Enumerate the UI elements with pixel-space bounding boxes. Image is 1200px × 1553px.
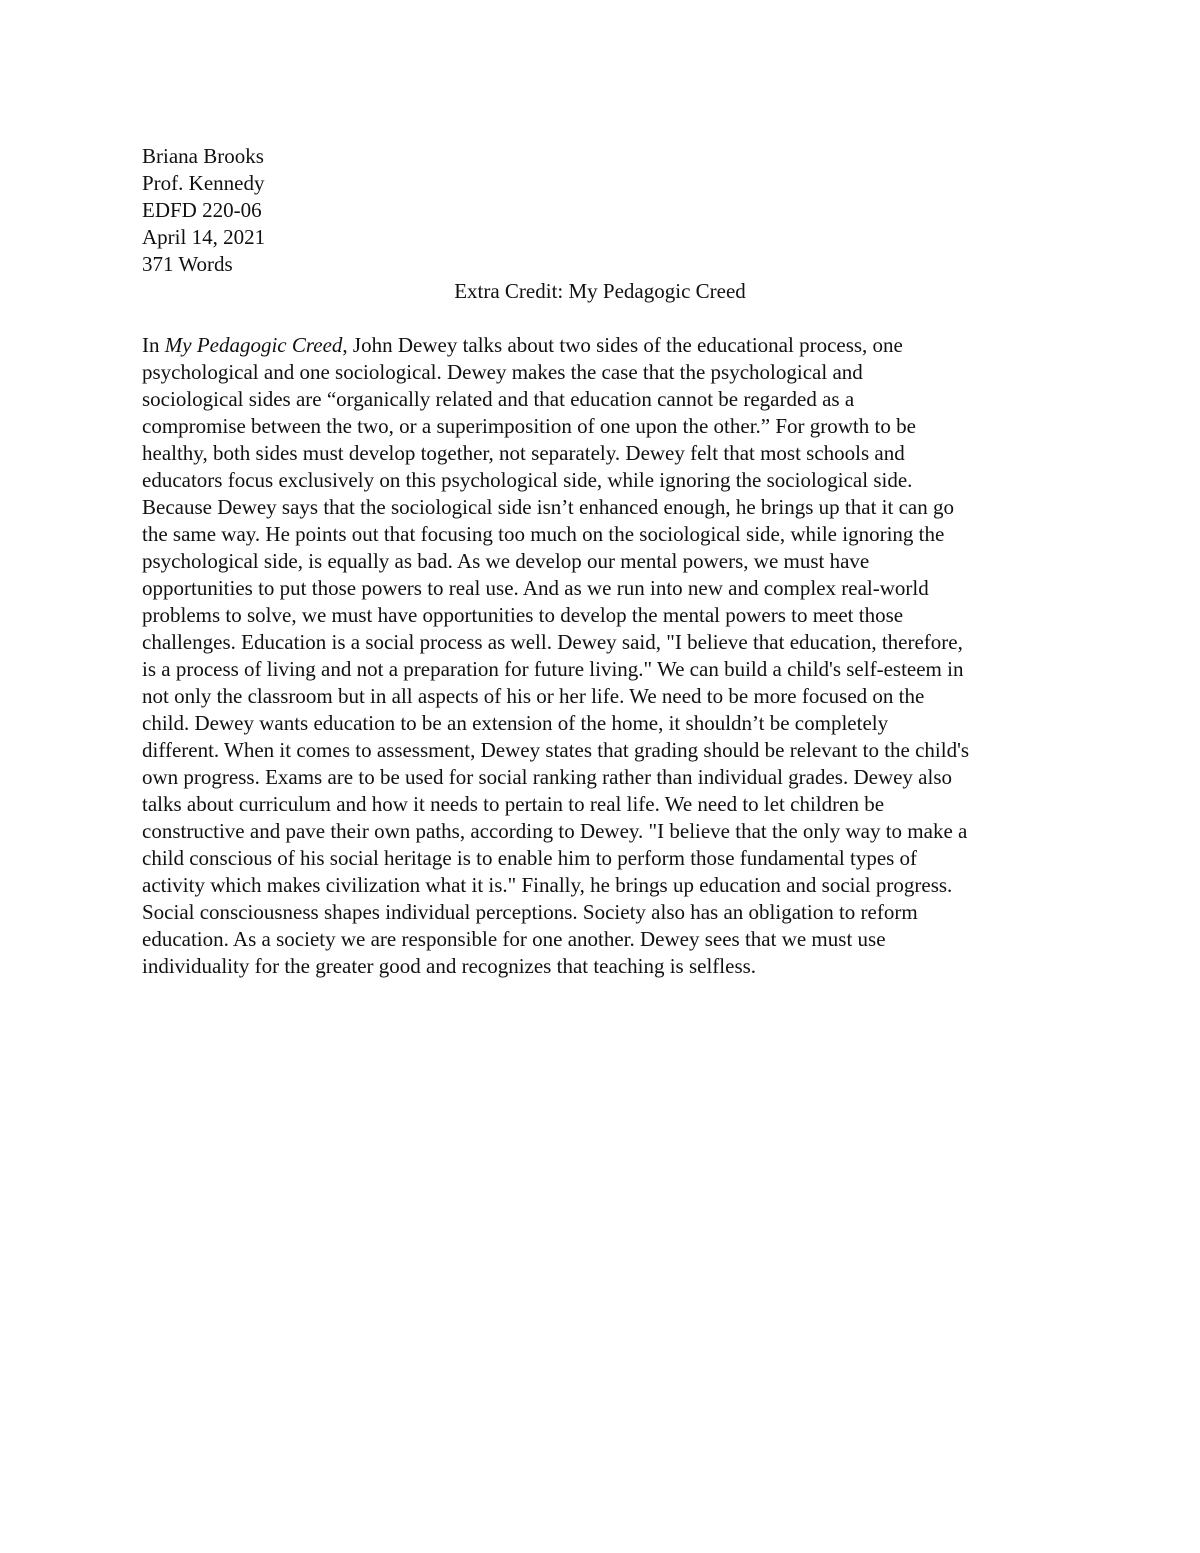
essay-line: Because Dewey says that the sociological side isn’t enhanced enough, he brings up that it can go bbox=[142, 495, 954, 519]
book-title-italic: My Pedagogic Creed bbox=[164, 333, 343, 357]
essay-line: compromise between the two, or a superimposition of one upon the other.” For growth to be bbox=[142, 414, 916, 438]
essay-line: challenges. Education is a social process as well. Dewey said, "I believe that education, therefore, bbox=[142, 630, 963, 654]
essay-body bbox=[142, 332, 1062, 980]
document-date: April 14, 2021 bbox=[142, 225, 266, 249]
document-title: Extra Credit: My Pedagogic Creed bbox=[454, 279, 746, 303]
course-code: EDFD 220-06 bbox=[142, 198, 262, 222]
essay-line: healthy, both sides must develop together, not separately. Dewey felt that most schools and bbox=[142, 441, 905, 465]
essay-line: different. When it comes to assessment, Dewey states that grading should be relevant to the child's bbox=[142, 738, 970, 762]
essay-line-rest: , John Dewey talks about two sides of the educational process, one bbox=[342, 333, 903, 357]
essay-line: psychological and one sociological. Dewey makes the case that the psychological and bbox=[142, 360, 863, 384]
essay-line: sociological sides are “organically related and that education cannot be regarded as a bbox=[142, 387, 855, 411]
essay-line bbox=[142, 332, 1062, 359]
essay-line: activity which makes civilization what it is." Finally, he brings up education and social progress. bbox=[142, 873, 953, 897]
essay-line: is a process of living and not a preparation for future living." We can build a child's self-esteem in bbox=[142, 657, 964, 681]
essay-line: talks about curriculum and how it needs to pertain to real life. We need to let children be bbox=[142, 792, 885, 816]
essay-line: psychological side, is equally as bad. As we develop our mental powers, we must have bbox=[142, 549, 870, 573]
essay-line-prefix: In bbox=[142, 333, 165, 357]
essay-line: the same way. He points out that focusing too much on the sociological side, while ignoring the bbox=[142, 522, 945, 546]
essay-line: not only the classroom but in all aspects of his or her life. We need to be more focused on the bbox=[142, 684, 925, 708]
essay-line: educators focus exclusively on this psychological side, while ignoring the sociological side. bbox=[142, 468, 913, 492]
professor-name: Prof. Kennedy bbox=[142, 171, 265, 195]
essay-line: problems to solve, we must have opportunities to develop the mental powers to meet those bbox=[142, 603, 904, 627]
essay-line: own progress. Exams are to be used for social ranking rather than individual grades. Dewey also bbox=[142, 765, 953, 789]
essay-line: Social consciousness shapes individual perceptions. Society also has an obligation to reform bbox=[142, 900, 918, 924]
essay-line: opportunities to put those powers to real use. And as we run into new and complex real-world bbox=[142, 576, 929, 600]
word-count: 371 Words bbox=[142, 252, 233, 276]
essay-line: individuality for the greater good and recognizes that teaching is selfless. bbox=[142, 954, 757, 978]
essay-line: constructive and pave their own paths, according to Dewey. "I believe that the only way to make a bbox=[142, 819, 968, 843]
student-name: Briana Brooks bbox=[142, 144, 264, 168]
essay-line: education. As a society we are responsible for one another. Dewey sees that we must use bbox=[142, 927, 886, 951]
essay-line: child conscious of his social heritage is to enable him to perform those fundamental types of bbox=[142, 846, 918, 870]
essay-line: child. Dewey wants education to be an extension of the home, it shouldn’t be completely bbox=[142, 711, 889, 735]
document-header bbox=[142, 143, 265, 278]
